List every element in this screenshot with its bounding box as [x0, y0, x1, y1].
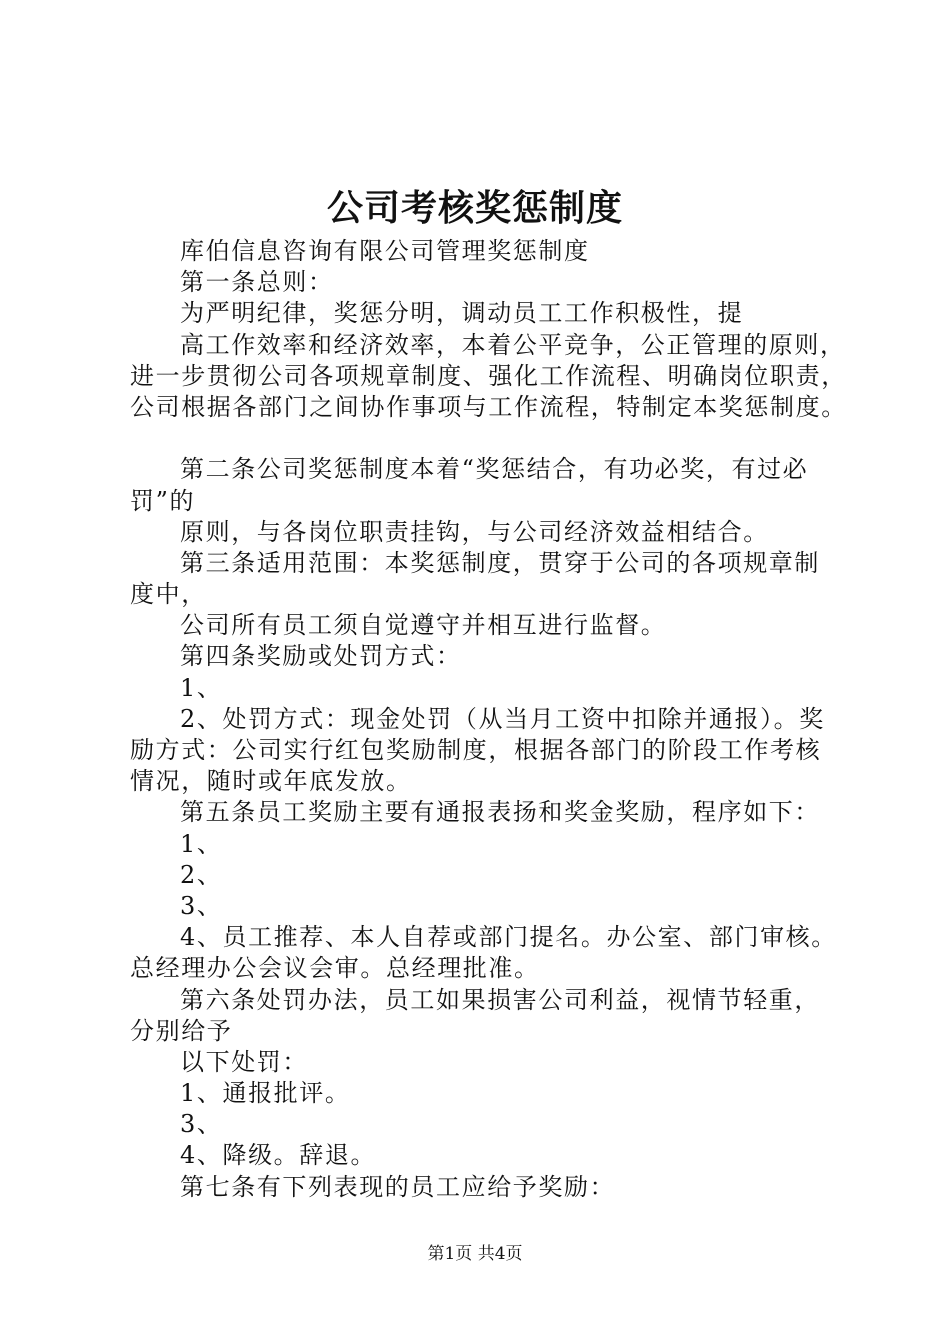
paragraph-line: 第五条员工奖励主要有通报表扬和奖金奖励，程序如下：	[180, 798, 820, 827]
paragraph-line: 第三条适用范围：本奖惩制度，贯穿于公司的各项规章制	[180, 548, 820, 577]
page-footer: 第1页 共4页	[427, 1244, 523, 1264]
paragraph-line: 第六条处罚办法，员工如果损害公司利益，视情节轻重，	[180, 985, 820, 1014]
list-item: 1、通报批评。	[180, 1079, 351, 1108]
blank-line	[130, 423, 860, 454]
paragraph-line: 度中，	[130, 580, 207, 609]
document-body	[130, 236, 860, 1203]
paragraph-line: 进一步贯彻公司各项规章制度、强化工作流程、明确岗位职责，	[130, 361, 847, 390]
list-item: 2、	[180, 860, 223, 889]
paragraph-line: 励方式：公司实行红包奖励制度，根据各部门的阶段工作考核	[130, 736, 822, 764]
list-item: 1、	[180, 673, 223, 702]
document-title: 公司考核奖惩制度	[326, 187, 623, 229]
paragraph-line: 分别给予	[130, 1016, 233, 1045]
paragraph-line: 第四条奖励或处罚方式：	[180, 642, 462, 671]
paragraph-line: 总经理办公会议会审。总经理批准。	[130, 954, 540, 983]
paragraph-line: 第二条公司奖惩制度本着“奖惩结合，有功必奖，有过必	[180, 455, 809, 484]
list-item: 4、员工推荐、本人自荐或部门提名。办公室、部门审核。	[180, 923, 837, 952]
list-item: 3、	[180, 891, 223, 920]
paragraph-line: 高工作效率和经济效率，本着公平竞争，公正管理的原则，	[180, 330, 846, 359]
paragraph-line: 罚”的	[130, 486, 196, 515]
paragraph-line: 库伯信息咨询有限公司管理奖惩制度	[180, 237, 590, 265]
paragraph-line: 以下处罚：	[180, 1047, 308, 1076]
paragraph-line: 为严明纪律，奖惩分明，调动员工工作积极性，提	[180, 299, 744, 328]
paragraph-line: 第一条总则：	[180, 268, 334, 297]
paragraph-line: 公司所有员工须自觉遵守并相互进行监督。	[180, 611, 667, 640]
paragraph-line: 原则，与各岗位职责挂钩，与公司经济效益相结合。	[180, 517, 769, 546]
list-item: 1、	[180, 829, 223, 858]
paragraph-line: 公司根据各部门之间协作事项与工作流程，特制定本奖惩制度。	[130, 392, 847, 421]
paragraph-line: 情况，随时或年底发放。	[130, 767, 412, 796]
list-item: 2、处罚方式：现金处罚（从当月工资中扣除并通报）。奖	[180, 704, 825, 733]
list-item: 4、降级。辞退。	[180, 1141, 377, 1170]
paragraph-line: 第七条有下列表现的员工应给予奖励：	[180, 1172, 616, 1201]
list-item: 3、	[180, 1110, 223, 1139]
